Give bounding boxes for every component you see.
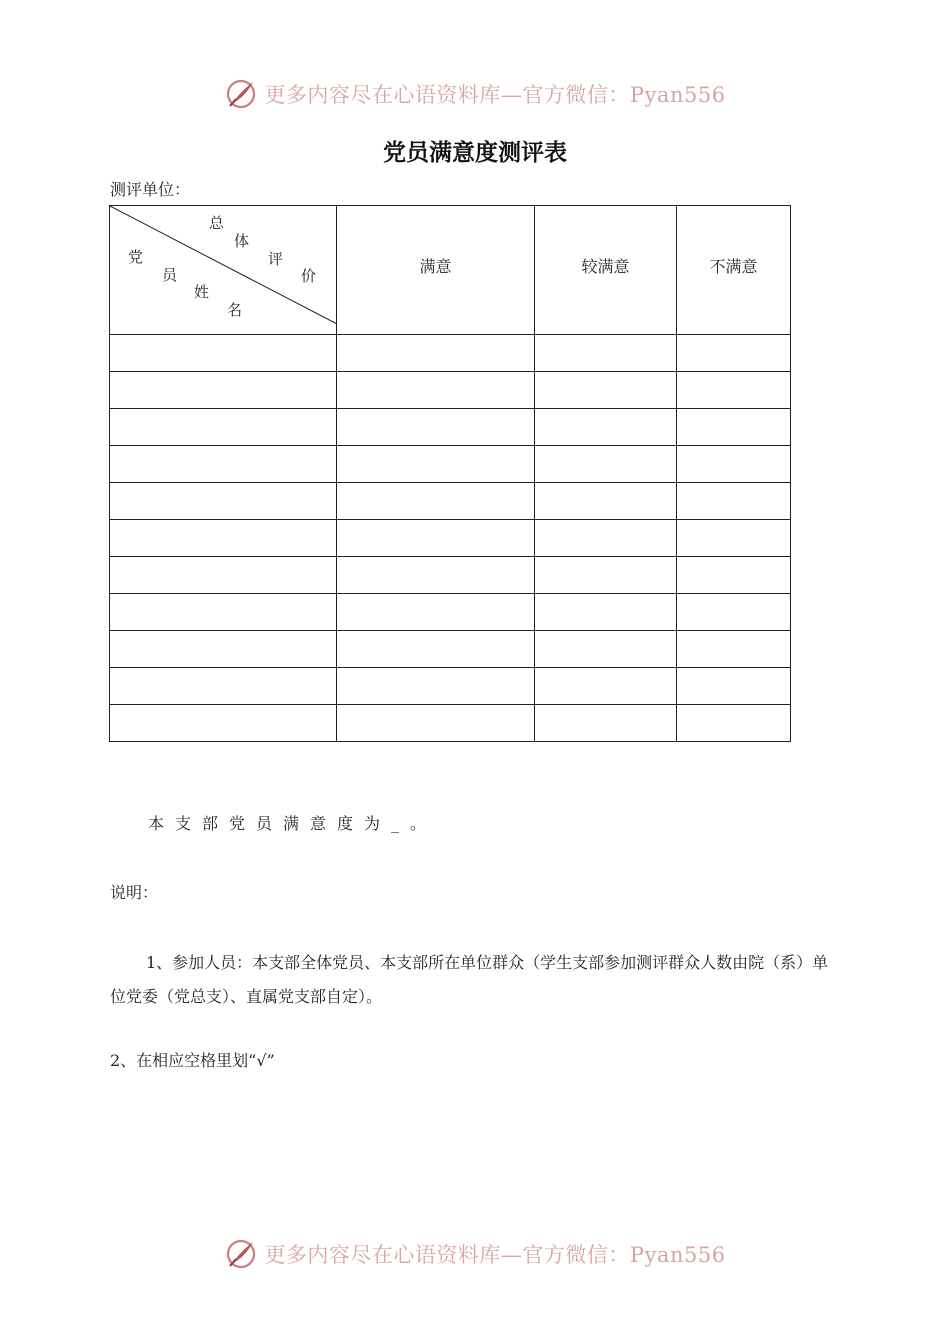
satisfied-cell[interactable]: [337, 705, 535, 742]
notes-title: 说明：: [110, 883, 159, 902]
table-row: [110, 668, 791, 705]
table-row: [110, 335, 791, 372]
table-row: [110, 631, 791, 668]
member-name-cell[interactable]: [110, 520, 337, 557]
satisfied-cell[interactable]: [337, 372, 535, 409]
diagonal-header-char: 总: [209, 214, 225, 232]
diagonal-header-char: 体: [234, 232, 250, 250]
unsatisfied-cell[interactable]: [677, 409, 791, 446]
table-row: [110, 372, 791, 409]
diagonal-header-cell: [110, 206, 337, 335]
table-body: [110, 335, 791, 742]
fairly-satisfied-cell[interactable]: [535, 335, 677, 372]
table-row: [110, 557, 791, 594]
satisfied-cell[interactable]: [337, 409, 535, 446]
quill-logo-icon: [224, 1237, 258, 1271]
member-name-cell[interactable]: [110, 335, 337, 372]
table-row: [110, 409, 791, 446]
unsatisfied-cell[interactable]: [677, 631, 791, 668]
column-header-fairly-satisfied: 较满意: [535, 206, 677, 335]
table-row: [110, 446, 791, 483]
unsatisfied-cell[interactable]: [677, 483, 791, 520]
fairly-satisfied-cell[interactable]: [535, 446, 677, 483]
unsatisfied-cell[interactable]: [677, 446, 791, 483]
diagonal-header-char: 名: [227, 301, 243, 319]
unsatisfied-cell[interactable]: [677, 557, 791, 594]
column-header-satisfied: 满意: [337, 206, 535, 335]
satisfied-cell[interactable]: [337, 520, 535, 557]
watermark-banner-bottom: [0, 1232, 950, 1276]
satisfied-cell[interactable]: [337, 594, 535, 631]
satisfied-cell[interactable]: [337, 446, 535, 483]
table-header-row: [110, 206, 791, 335]
unsatisfied-cell[interactable]: [677, 594, 791, 631]
satisfied-cell[interactable]: [337, 557, 535, 594]
fairly-satisfied-cell[interactable]: [535, 668, 677, 705]
note-item-1: 1、参加人员：本支部全体党员、本支部所在单位群众（学生支部参加测评群众人数由院（系）单位党委（党总支）、直属党支部自定）。: [110, 953, 829, 1006]
member-name-cell[interactable]: [110, 409, 337, 446]
member-name-cell[interactable]: [110, 668, 337, 705]
note-item-2: 2、在相应空格里划“√”: [110, 1051, 275, 1070]
fairly-satisfied-cell[interactable]: [535, 594, 677, 631]
column-header-unsatisfied: 不满意: [677, 206, 791, 335]
watermark-text: 更多内容尽在心语资料库—官方微信：Pyan556: [264, 1243, 726, 1267]
member-name-cell[interactable]: [110, 705, 337, 742]
watermark-banner-top: [0, 72, 950, 116]
unsatisfied-cell[interactable]: [677, 335, 791, 372]
unsatisfied-cell[interactable]: [677, 372, 791, 409]
fairly-satisfied-cell[interactable]: [535, 705, 677, 742]
table-row: [110, 483, 791, 520]
unsatisfied-cell[interactable]: [677, 705, 791, 742]
watermark-text: 更多内容尽在心语资料库—官方微信：Pyan556: [264, 83, 726, 107]
fairly-satisfied-cell[interactable]: [535, 557, 677, 594]
fairly-satisfied-cell[interactable]: [535, 631, 677, 668]
quill-logo-icon: [224, 77, 258, 111]
unsatisfied-cell[interactable]: [677, 668, 791, 705]
satisfied-cell[interactable]: [337, 668, 535, 705]
table-row: [110, 594, 791, 631]
diagonal-header-char: 党: [128, 248, 144, 266]
diagonal-header-char: 姓: [194, 283, 210, 301]
unsatisfied-cell[interactable]: [677, 520, 791, 557]
evaluation-table: [109, 205, 791, 742]
member-name-cell[interactable]: [110, 557, 337, 594]
member-name-cell[interactable]: [110, 446, 337, 483]
member-name-cell[interactable]: [110, 631, 337, 668]
member-name-cell[interactable]: [110, 483, 337, 520]
diagonal-header-char: 评: [268, 250, 284, 268]
member-name-cell[interactable]: [110, 594, 337, 631]
document-title: 党员满意度测评表: [383, 140, 567, 166]
diagonal-header-char: 员: [162, 266, 178, 284]
satisfied-cell[interactable]: [337, 631, 535, 668]
satisfied-cell[interactable]: [337, 335, 535, 372]
fairly-satisfied-cell[interactable]: [535, 409, 677, 446]
evaluation-unit-label: 测评单位：: [110, 180, 191, 199]
member-name-cell[interactable]: [110, 372, 337, 409]
satisfied-cell[interactable]: [337, 483, 535, 520]
table-row: [110, 705, 791, 742]
satisfaction-statement: 本支部党员满意度为_。: [148, 814, 438, 833]
fairly-satisfied-cell[interactable]: [535, 483, 677, 520]
fairly-satisfied-cell[interactable]: [535, 520, 677, 557]
table-row: [110, 520, 791, 557]
diagonal-header-char: 价: [301, 267, 317, 285]
fairly-satisfied-cell[interactable]: [535, 372, 677, 409]
